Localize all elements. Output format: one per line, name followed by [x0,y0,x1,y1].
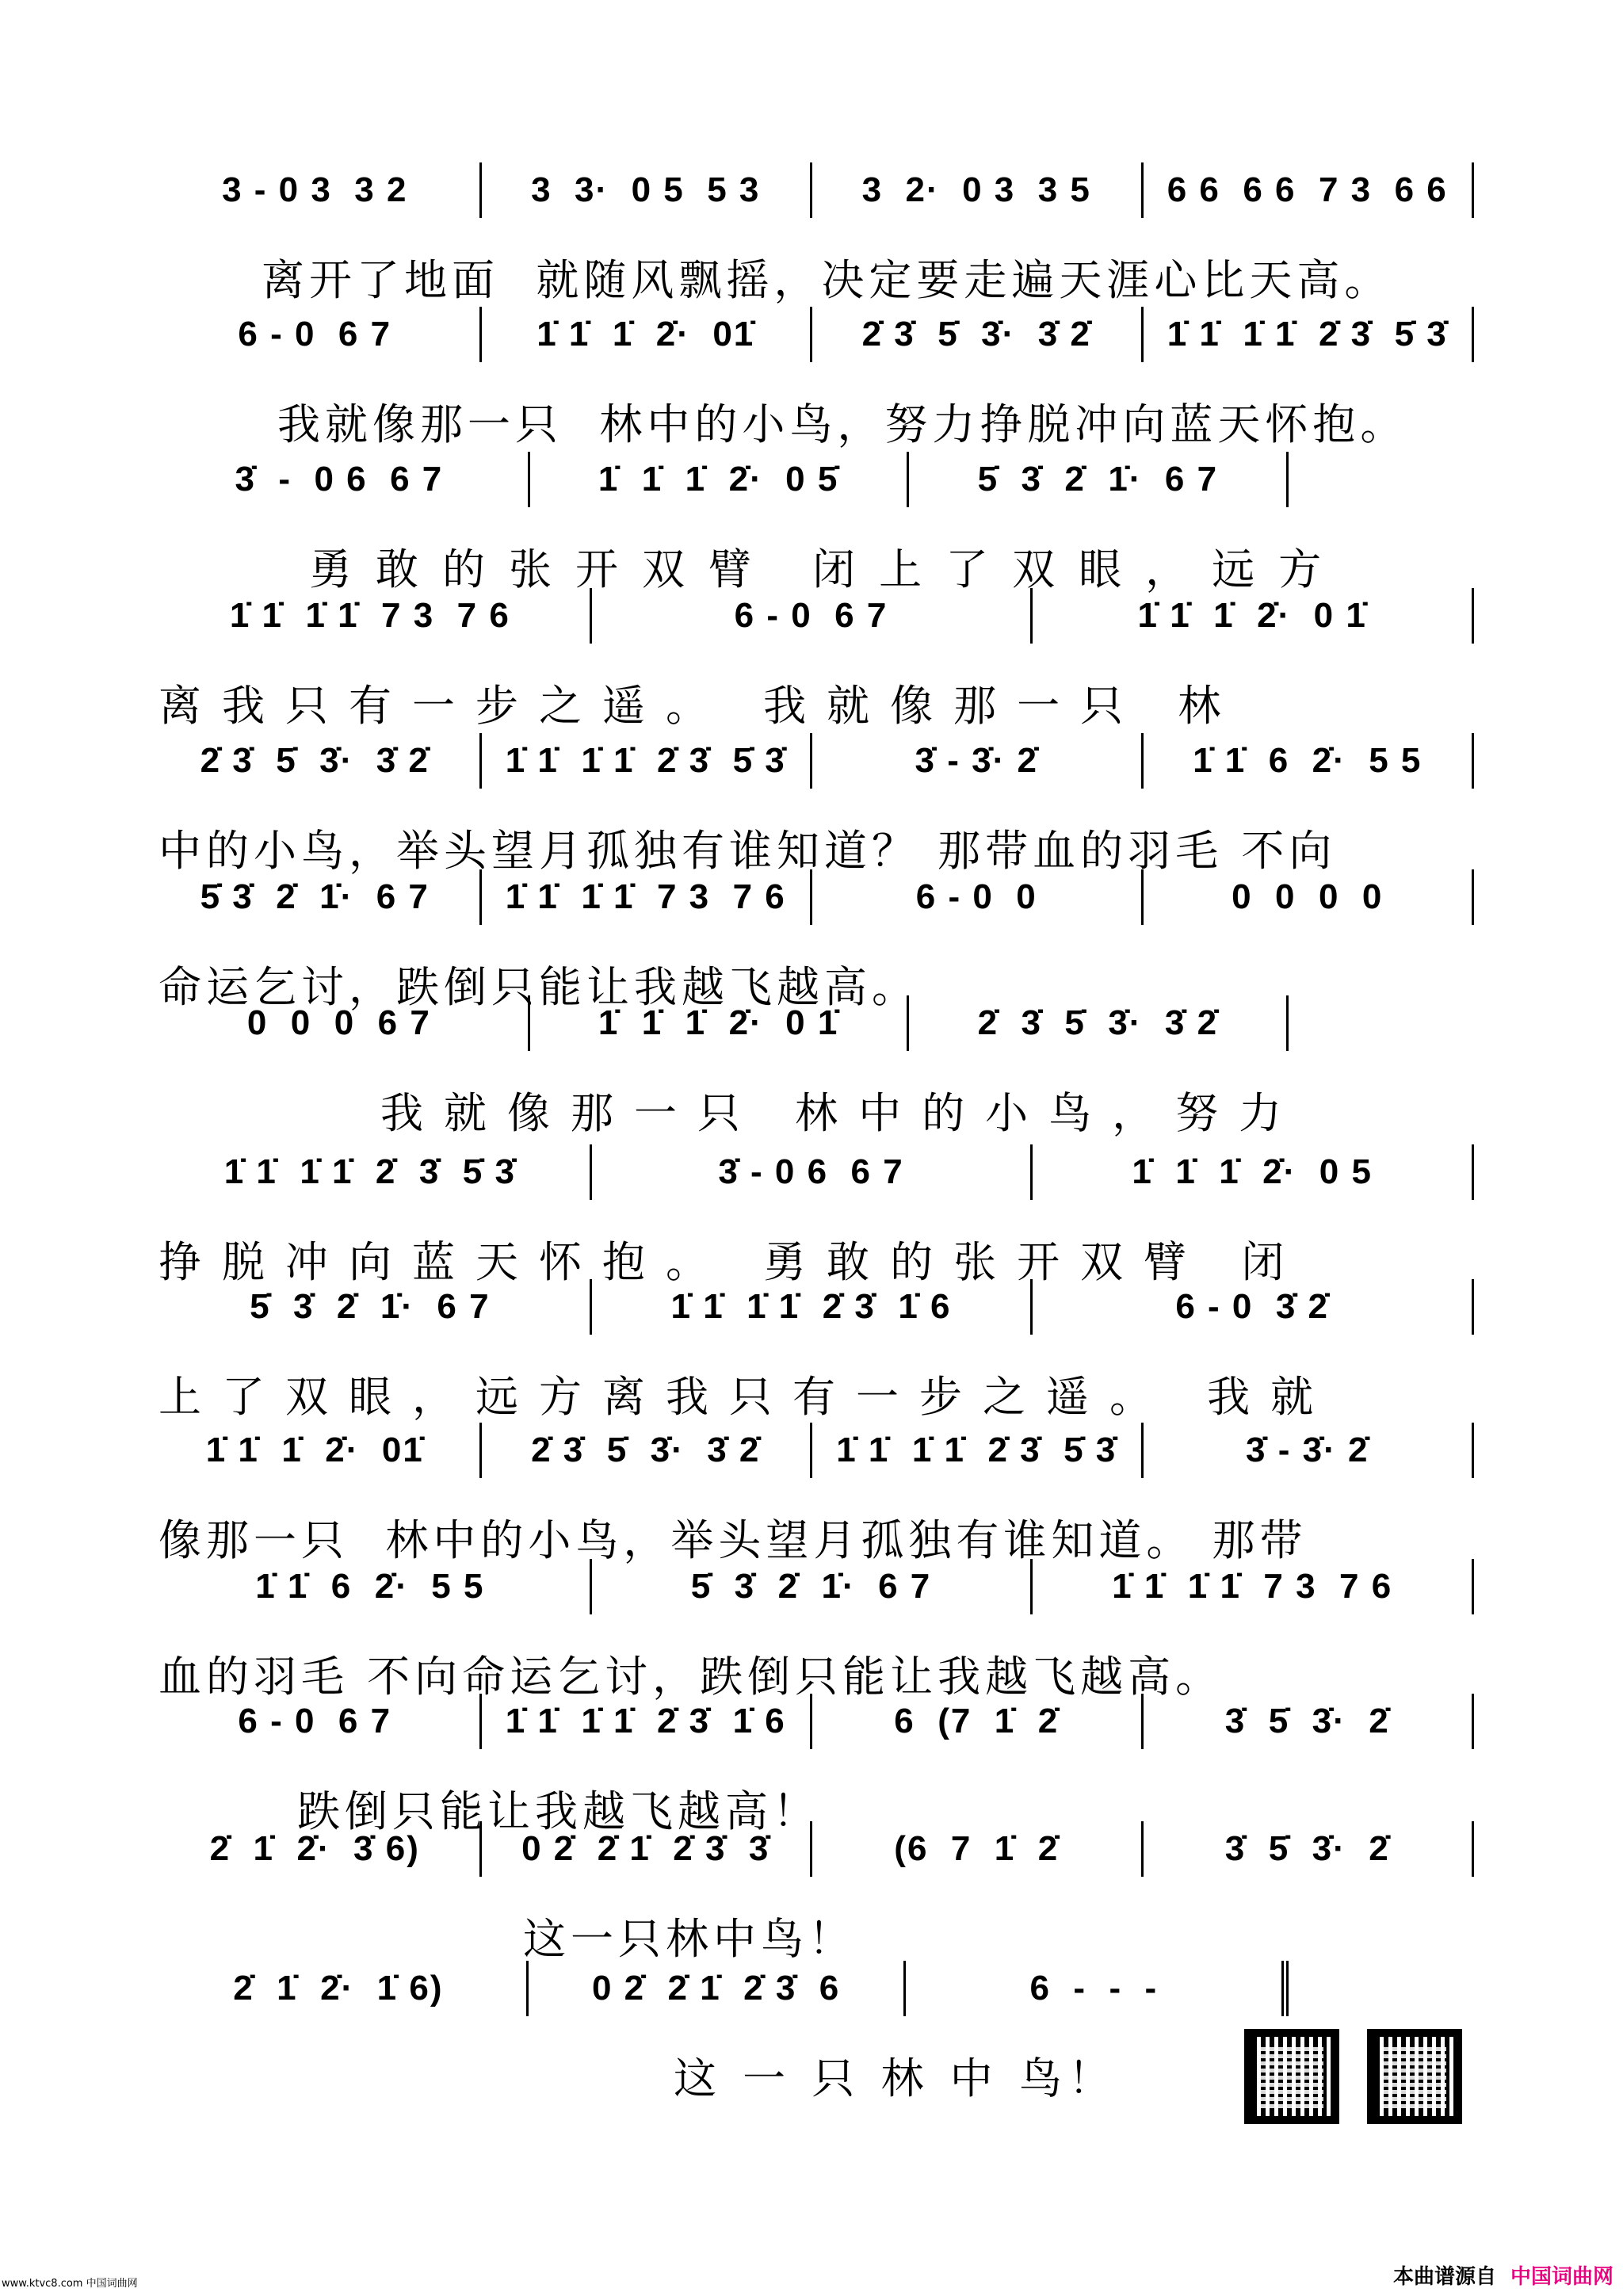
measure: 1̇ 1̇ 1̇ 1̇ 2̇ 3̇ 5̇ 3̇ [812,1423,1144,1478]
measure: 6 - 0 6 7 [151,307,482,362]
measure: 3̇ - 0 6 6 7 [151,452,530,507]
measure: 3̇ 5̇ 3̇· 2̇ [1144,1694,1475,1749]
lyrics-line: 命运乞讨，跌倒只能让我越飞越高。 [158,962,919,1012]
footer-brand[interactable]: 中国词曲网 [1510,2265,1613,2289]
notes-line [151,1559,1474,1614]
measure: 2̇ 3̇ 5̇ 3̇· 3̇ 2̇ [909,995,1289,1051]
score-system [151,733,1474,876]
measure: 6 - 0 3̇ 2̇ [1033,1279,1474,1335]
score-system [151,1279,1474,1422]
measure: 1̇ 1̇ 6 2̇· 5 5 [151,1559,592,1614]
measure: 6 (7 1̇ 2̇ [812,1694,1144,1749]
measure: 3̇ - 3̇· 2̇ [812,733,1144,789]
lyrics-line: 中的小鸟，举头望月孤独有谁知道？ 那带血的羽毛 不向 [158,826,1337,876]
score-system [151,1423,1474,1565]
measure: 5̇ 3̇ 2̇ 1̇· 6 7 [151,869,482,925]
measure: 5̇ 3̇ 2̇ 1̇· 6 7 [592,1559,1033,1614]
measure: 1̇ 1̇ 1̇ 1̇ 7 3 7 6 [151,588,592,644]
measure: 1̇ 1̇ 1̇ 1̇ 2̇ 3̇ 5̇ 3̇ [151,1144,592,1200]
score-system [151,869,1474,1012]
notes-line [151,1961,1289,2016]
measure: 2̇ 3̇ 5̇ 3̇· 3̇ 2̇ [151,733,482,789]
lyrics-line: 我就像那一只 林中的小鸟，努力挣脱冲向蓝天怀抱。 [277,399,1408,449]
measure: 2̇ 3̇ 5̇ 3̇· 3̇ 2̇ [482,1423,813,1478]
measure: 1̇ 1̇ 1̇ 1̇ 7 3 7 6 [1033,1559,1474,1614]
score-system [151,162,1474,305]
measure: 5̇ 3̇ 2̇ 1̇· 6 7 [151,1279,592,1335]
score-system [151,1144,1474,1287]
measure: 2̇ 3̇ 5̇ 3̇· 3̇ 2̇ [812,307,1144,362]
measure: 0 2̇ 2̇ 1̇ 2̇ 3̇ 6 [529,1961,907,2016]
measure: 6 - - - [906,1961,1289,2016]
score-system [151,588,1474,731]
footer-source-label: 本曲谱源自 [1392,2265,1496,2289]
notes-line [151,1144,1474,1200]
measure: 6 6 6 6 7 3 6 6 [1144,162,1475,218]
lyrics-line: 我就像那一只 林中的小鸟，努力 [380,1088,1303,1138]
measure: 1̇ 1̇ 1̇ 2̇· 0 5̇ [530,452,910,507]
footer-website: www.ktvc8.com 中国词曲网 [2,2278,138,2290]
lyrics-line: 上了双眼，远方离我只有一步之遥。 我就 [158,1372,1335,1422]
notes-line [151,1279,1474,1335]
notes-line [151,452,1289,507]
measure: 2̇ 1̇ 2̇· 3̇ 6) [151,1821,482,1877]
notes-line [151,869,1474,925]
lyrics-line: 离我只有一步之遥。 我就像那一只 林 [158,681,1242,731]
measure: 6 - 0 6 7 [592,588,1033,644]
score-system [151,1559,1474,1702]
lyrics-line: 这 一 只 林 中 鸟！ [674,2053,1117,2103]
lyrics-line: 勇敢的张开双臂 闭上了双眼，远方 [309,544,1346,594]
measure: 0 0 0 0 [1144,869,1475,925]
measure: 5̇ 3̇ 2̇ 1̇· 6 7 [909,452,1289,507]
measure: 6 - 0 6 7 [151,1694,482,1749]
measure: 1̇ 1̇ 1̇ 1̇ 7 3 7 6 [482,869,813,925]
measure: 3̇ - 0 6 6 7 [592,1144,1033,1200]
lyrics-line: 血的羽毛 不向命运乞讨，跌倒只能让我越飞越高。 [158,1652,1224,1702]
measure: 2̇ 1̇ 2̇· 1̇ 6) [151,1961,529,2016]
notes-line [151,588,1474,644]
measure: 3̇ - 3̇· 2̇ [1144,1423,1475,1478]
lyrics-line: 跌倒只能让我越飞越高！ [297,1786,820,1836]
score-system [151,307,1474,449]
notes-line [151,1694,1474,1749]
notes-line [151,1423,1474,1478]
measure: 1̇ 1̇ 1̇ 2̇· 01̇ [482,307,813,362]
footer-source [1393,2260,1613,2290]
measure: 1̇ 1̇ 1̇ 1̇ 2̇ 3̇ 1̇ 6 [592,1279,1033,1335]
score-system [151,452,1474,594]
lyrics-line: 像那一只 林中的小鸟，举头望月孤独有谁知道。 那带 [158,1515,1308,1565]
notes-line [151,162,1474,218]
notes-line [151,307,1474,362]
measure: 1̇ 1̇ 1̇ 2̇· 0 5 [1033,1144,1474,1200]
score-system [151,1821,1474,1964]
measure: 0 2̇ 2̇ 1̇ 2̇ 3̇ 3̇ [482,1821,813,1877]
measure: 6 - 0 0 [812,869,1144,925]
score-system [151,1961,1474,2103]
measure: 3̇ 5̇ 3̇· 2̇ [1144,1821,1475,1877]
measure: 1̇ 1̇ 1̇ 1̇ 2̇ 3̇ 5̇ 3̇ [1144,307,1475,362]
qr-code-right [1367,2029,1462,2124]
measure: 1̇ 1̇ 1̇ 2̇· 0 1̇ [530,995,910,1051]
notes-line [151,995,1289,1051]
qr-code-left [1244,2029,1339,2124]
score-system [151,995,1474,1138]
measure: 1̇ 1̇ 1̇ 2̇· 01̇ [151,1423,482,1478]
measure: 3 3· 0 5 5 3 [482,162,813,218]
notes-line [151,733,1474,789]
notes-line [151,1821,1474,1877]
measure: 0 0 0 6 7 [151,995,530,1051]
measure: (6 7 1̇ 2̇ [812,1821,1144,1877]
score-system [151,1694,1474,1836]
lyrics-line: 离开了地面 就随风飘摇，决定要走遍天涯心比天高。 [262,255,1392,305]
lyrics-line: 这一只林中鸟！ [523,1914,856,1964]
measure: 1̇ 1̇ 1̇ 2̇· 0 1̇ [1033,588,1474,644]
measure: 3 - 0 3 3 2 [151,162,482,218]
lyrics-line: 挣脱冲向蓝天怀抱。 勇敢的张开双臂 闭 [158,1237,1305,1287]
measure: 1̇ 1̇ 1̇ 1̇ 2̇ 3̇ 1̇ 6 [482,1694,813,1749]
measure: 1̇ 1̇ 1̇ 1̇ 2̇ 3̇ 5̇ 3̇ [482,733,813,789]
measure: 1̇ 1̇ 6 2̇· 5 5 [1144,733,1475,789]
measure: 3 2· 0 3 3 5 [812,162,1144,218]
